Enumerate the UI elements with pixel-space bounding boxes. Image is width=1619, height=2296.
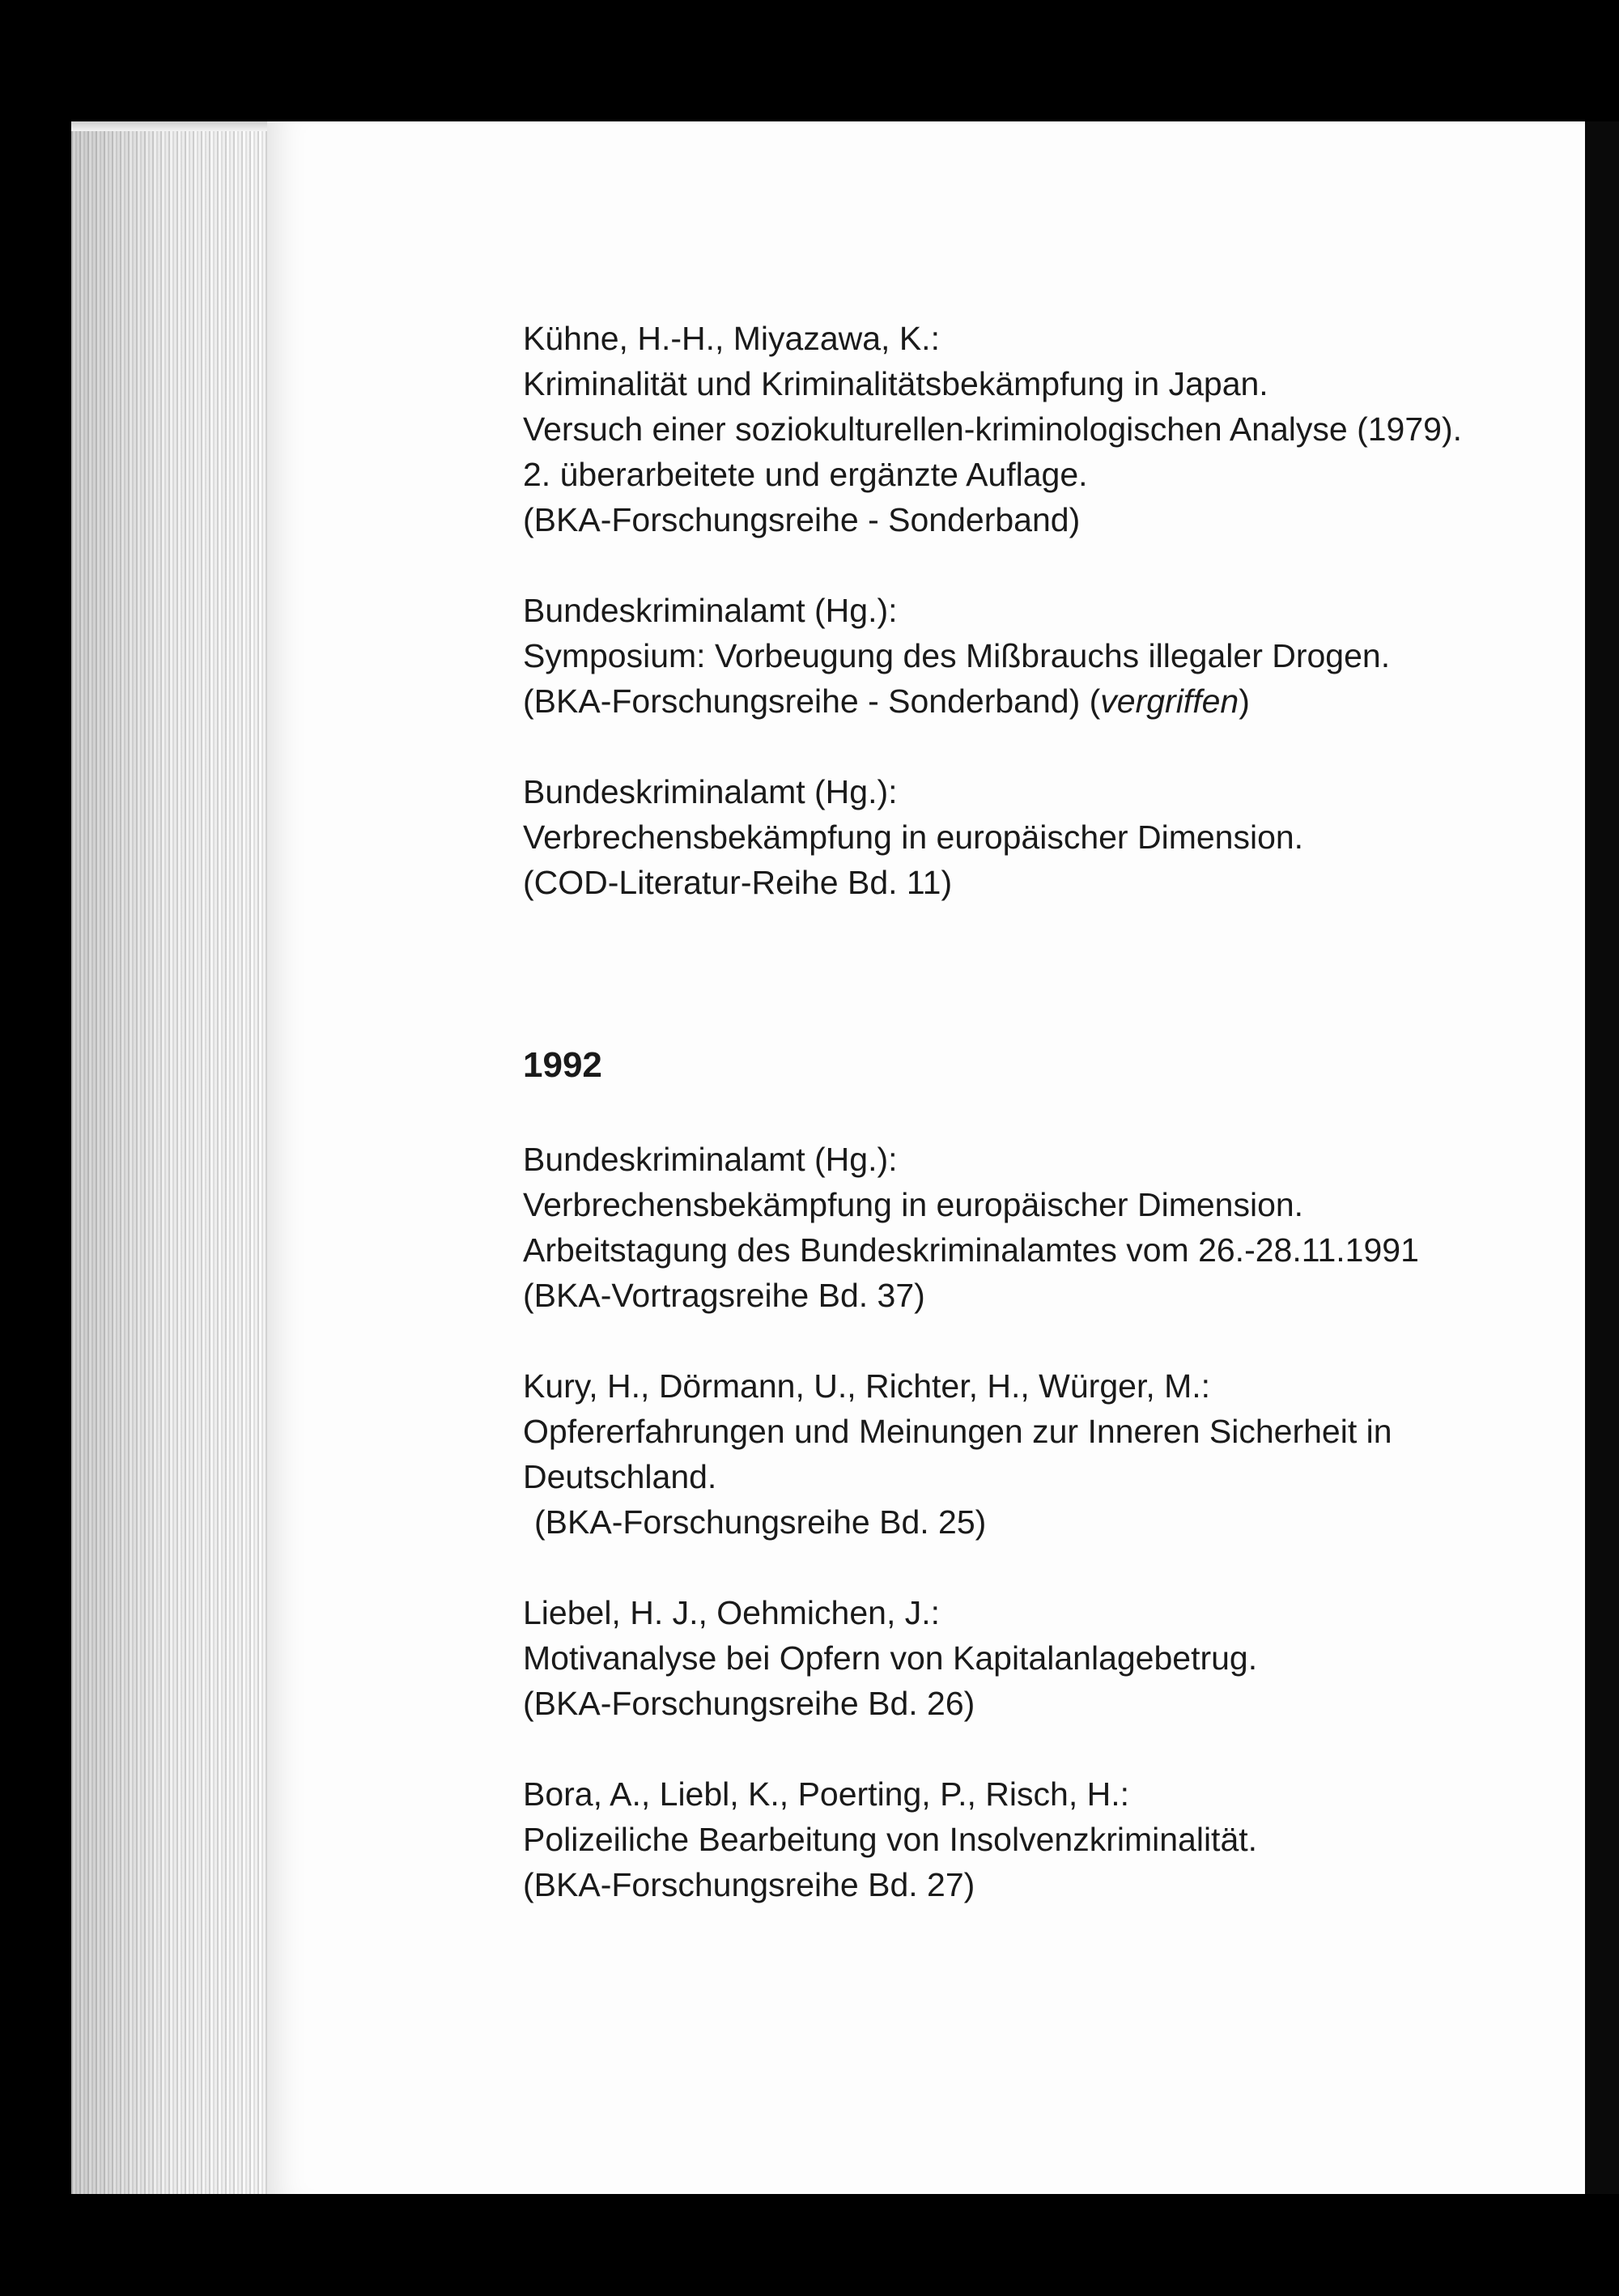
entry-authors: Bundeskriminalamt (Hg.):: [523, 592, 898, 629]
entry-authors: Liebel, H. J., Oehmichen, J.:: [523, 1594, 941, 1631]
series-text: (BKA-Forschungsreihe - Sonderband) (: [523, 682, 1101, 720]
bibliography-entry: [523, 1363, 1575, 1545]
entry-subtitle: Versuch einer soziokulturellen-kriminologischen Analyse (1979).: [523, 410, 1462, 448]
bibliography-entry: [523, 588, 1575, 724]
entry-title-continued: Deutschland.: [523, 1458, 717, 1495]
entry-authors: Bora, A., Liebl, K., Poerting, P., Risch, H.:: [523, 1775, 1129, 1813]
entry-series: (BKA-Forschungsreihe Bd. 25): [534, 1503, 987, 1541]
out-of-print-note: vergriffen: [1100, 682, 1239, 720]
entry-authors: Bundeskriminalamt (Hg.):: [523, 773, 898, 810]
entry-series: (BKA-Vortragsreihe Bd. 37): [523, 1277, 925, 1314]
entry-authors: Kury, H., Dörmann, U., Richter, H., Würger, M.:: [523, 1367, 1211, 1405]
entry-title: Verbrechensbekämpfung in europäischer Dimension.: [523, 1186, 1304, 1223]
entry-series: (BKA-Forschungsreihe Bd. 26): [523, 1685, 975, 1722]
entry-series: (COD-Literatur-Reihe Bd. 11): [523, 864, 953, 901]
entry-series: [523, 678, 1575, 724]
bibliography-list: [523, 316, 1575, 1953]
entry-edition: 2. überarbeitete und ergänzte Auflage.: [523, 456, 1088, 493]
entry-series: (BKA-Forschungsreihe - Sonderband): [523, 501, 1081, 538]
bibliography-entry: [523, 1771, 1575, 1907]
bibliography-entry: [523, 1137, 1575, 1318]
bibliography-entry: [523, 316, 1575, 542]
entry-title: Motivanalyse bei Opfern von Kapitalanlagebetrug.: [523, 1639, 1258, 1677]
entry-authors: Kühne, H.-H., Miyazawa, K.:: [523, 320, 940, 357]
entry-title: Kriminalität und Kriminalitätsbekämpfung in Japan.: [523, 365, 1268, 402]
bibliography-entry: [523, 1590, 1575, 1726]
year-heading: 1992: [523, 1045, 602, 1085]
scan-border: [1585, 121, 1619, 2194]
entry-title: Verbrechensbekämpfung in europäischer Dimension.: [523, 818, 1304, 856]
entry-series: (BKA-Forschungsreihe Bd. 27): [523, 1866, 975, 1903]
entry-title: Polizeiliche Bearbeitung von Insolvenzkriminalität.: [523, 1821, 1258, 1858]
series-close: ): [1239, 682, 1250, 720]
bibliography-entry: [523, 769, 1575, 905]
entry-title: Symposium: Vorbeugung des Mißbrauchs illegaler Drogen.: [523, 637, 1391, 674]
entry-subtitle: Arbeitstagung des Bundeskriminalamtes vom 26.-28.11.1991: [523, 1231, 1419, 1269]
entry-authors: Bundeskriminalamt (Hg.):: [523, 1141, 898, 1178]
entry-title: Opfererfahrungen und Meinungen zur Inneren Sicherheit in: [523, 1413, 1392, 1450]
